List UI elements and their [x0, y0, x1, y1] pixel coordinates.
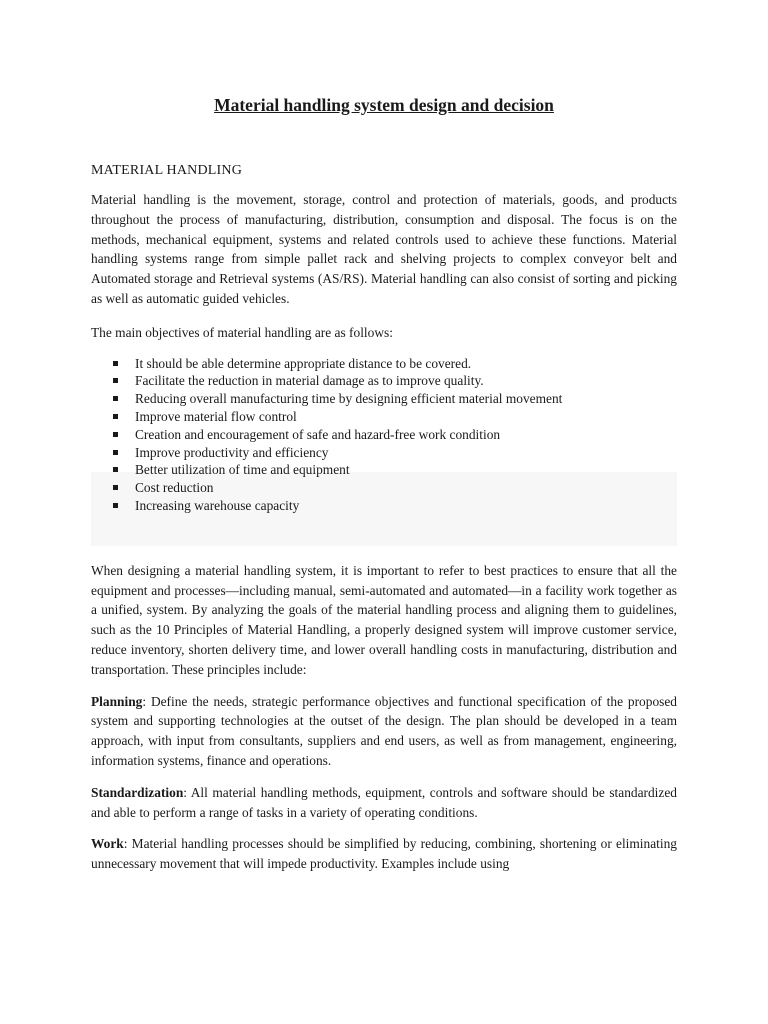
- bullet-icon: [113, 503, 118, 508]
- principle-text: : Material handling processes should be simplified by reducing, combining, shortening or eliminating unnecessary movement that will impede productivity. Examples include using: [91, 836, 677, 872]
- bullet-icon: [113, 432, 118, 437]
- list-item-text: Improve material flow control: [135, 408, 297, 424]
- list-item-text: Facilitate the reduction in material damage as to improve quality.: [135, 373, 484, 389]
- list-item: [113, 390, 677, 408]
- list-item-text: Cost reduction: [135, 480, 214, 496]
- principle-work: [91, 834, 677, 874]
- principle-text: : Define the needs, strategic performance objectives and functional specification of the proposed system and supporting technologies at the outset of the design. The plan should be developed in a team approach, with input from consultants, suppliers and end users, as well as from management, engineering, information systems, finance and operations.: [91, 693, 677, 768]
- principle-planning: [91, 692, 677, 771]
- list-item: [113, 408, 677, 426]
- list-item: [113, 444, 677, 462]
- document-page: [91, 94, 677, 874]
- list-item-text: Creation and encouragement of safe and hazard-free work condition: [135, 426, 501, 442]
- principle-term: Work: [91, 836, 124, 852]
- bullet-icon: [113, 361, 118, 366]
- list-item-text: Better utilization of time and equipment: [135, 462, 350, 478]
- principle-term: Planning: [91, 693, 143, 709]
- bullet-icon: [113, 485, 118, 490]
- section-heading: MATERIAL HANDLING: [91, 163, 243, 178]
- list-item-text: Reducing overall manufacturing time by designing efficient material movement: [135, 391, 563, 407]
- principle-term: Standardization: [91, 784, 184, 800]
- objectives-list-wrap: [91, 355, 677, 515]
- bullet-icon: [113, 414, 118, 419]
- list-item: [113, 372, 677, 390]
- bullet-icon: [113, 378, 118, 383]
- list-item-text: Increasing warehouse capacity: [135, 497, 300, 513]
- list-item-text: Improve productivity and efficiency: [135, 444, 329, 460]
- design-paragraph: When designing a material handling system, it is important to refer to best practices to ensure that all the equipment and processes—including manual, semi-automated and automated—in a facility work together as a unified, system. By analyzing the goals of the material handling process and aligning them to guidelines, such as the 10 Principles of Material Handling, a properly designed system will improve customer service, reduce inventory, shorten delivery time, and lower overall handling costs in manufacturing, distribution and transportation. These principles include:: [91, 562, 677, 677]
- bullet-icon: [113, 467, 118, 472]
- bullet-icon: [113, 396, 118, 401]
- list-item: [113, 497, 677, 515]
- bullet-icon: [113, 450, 118, 455]
- principle-text: : All material handling methods, equipment, controls and software should be standardized and able to perform a range of tasks in a variety of operating conditions.: [91, 784, 677, 820]
- list-item: [113, 355, 677, 373]
- list-item: [113, 426, 677, 444]
- principle-standardization: [91, 783, 677, 823]
- list-item: [113, 461, 677, 479]
- objectives-lead: The main objectives of material handling are as follows:: [91, 324, 393, 340]
- list-item: [113, 479, 677, 497]
- document-title: Material handling system design and decision: [214, 95, 554, 115]
- list-item-text: It should be able determine appropriate distance to be covered.: [135, 355, 472, 371]
- intro-paragraph: Material handling is the movement, storage, control and protection of materials, goods, and products throughout the process of manufacturing, distribution, consumption and disposal. The focus is on the methods, mechanical equipment, systems and related controls used to achieve these functions. Material handling systems range from simple pallet rack and shelving projects to complex conveyor belt and Automated storage and Retrieval systems (AS/RS). Material handling can also consist of sorting and picking as well as automatic guided vehicles.: [91, 192, 677, 306]
- objectives-list: [91, 355, 677, 515]
